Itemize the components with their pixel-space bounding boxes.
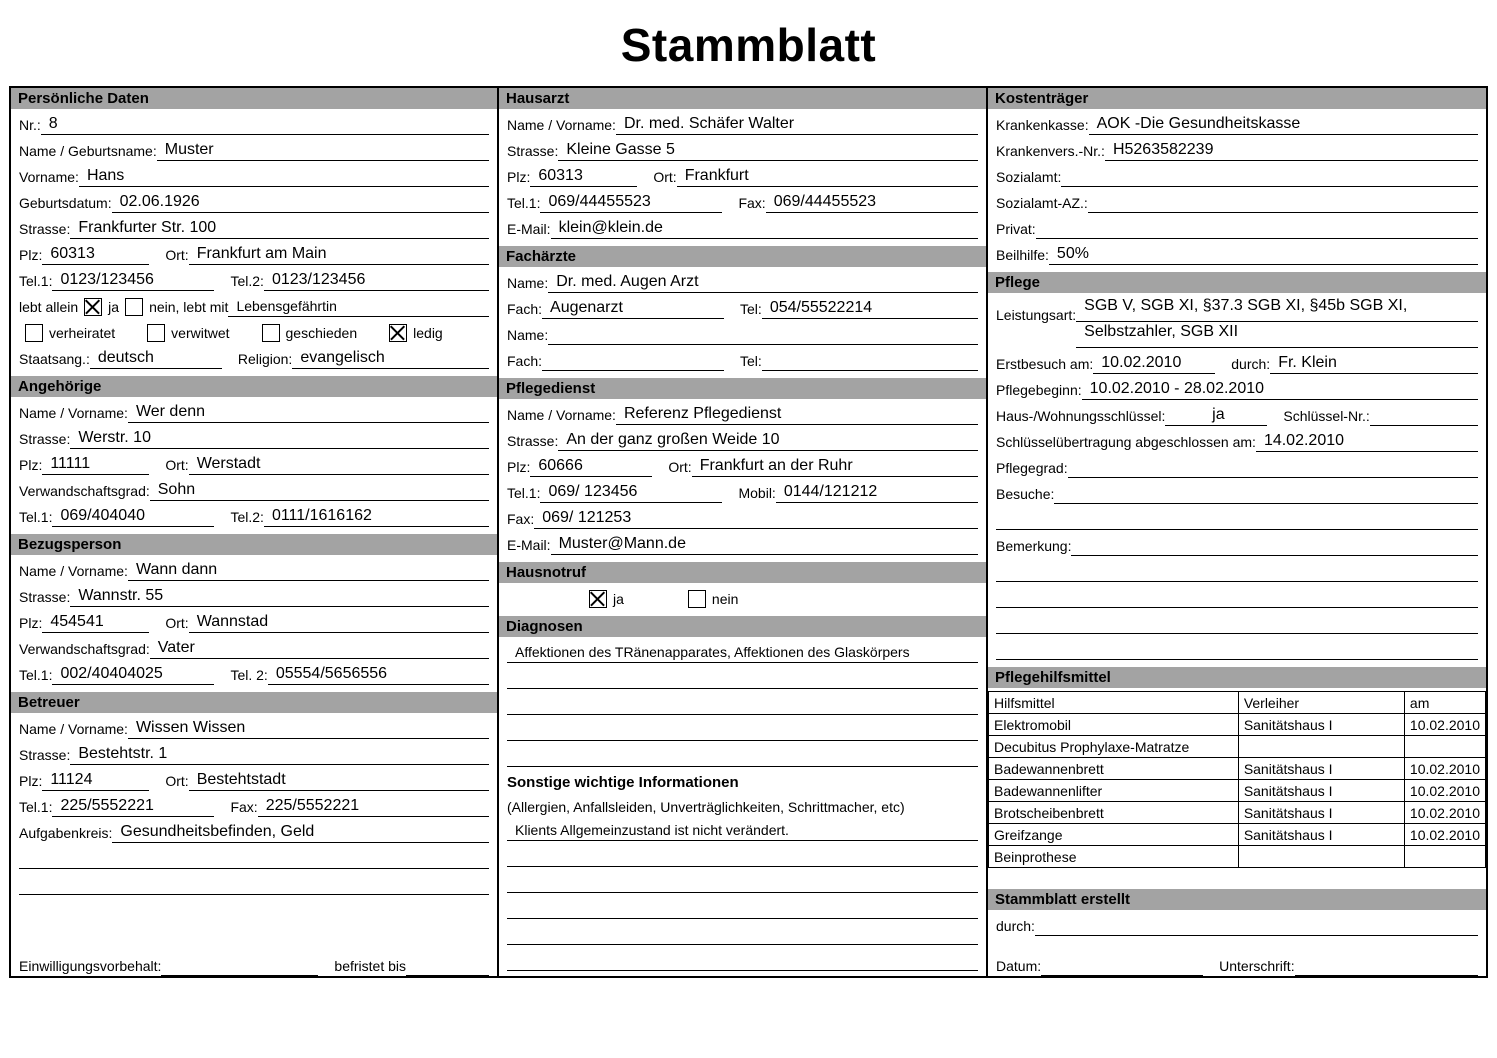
cell-verleiher: Sanitätshaus I xyxy=(1238,780,1404,802)
field-tel-mobil-pflegedienst xyxy=(499,477,986,503)
table-row xyxy=(989,824,1486,846)
field-email-hausarzt xyxy=(499,213,986,239)
field-value: 60666 xyxy=(530,456,652,477)
field-value: klein@klein.de xyxy=(551,218,978,239)
cell-hilfsmittel: Greifzange xyxy=(989,824,1239,846)
field-label: Ort: xyxy=(165,773,189,789)
field-label: Privat: xyxy=(996,221,1036,237)
hausnotruf-ja-checkbox xyxy=(589,590,607,608)
field-value: 10.02.2010 - 28.02.2010 xyxy=(1082,379,1478,400)
field-nr xyxy=(11,109,497,135)
pflegehilfsmittel-table xyxy=(988,691,1486,868)
cell-hilfsmittel: Beinprothese xyxy=(989,846,1239,868)
hausnotruf-nein-checkbox xyxy=(688,590,706,608)
field-label: befristet bis xyxy=(334,958,407,974)
sonstige-informationen-title: Sonstige wichtige Informationen xyxy=(507,774,739,791)
blank-line xyxy=(499,663,986,689)
cell-hilfsmittel: Elektromobil xyxy=(989,714,1239,736)
table-header-row xyxy=(989,692,1486,714)
field-familienstand xyxy=(11,317,497,343)
field-label: Tel.1: xyxy=(19,509,53,525)
page-title: Stammblatt xyxy=(620,19,877,71)
field-value xyxy=(161,975,318,976)
column-header-verleiher: Verleiher xyxy=(1238,692,1404,714)
field-label: Verwandschaftsgrad: xyxy=(19,483,150,499)
field-verwandschaftsgrad-bezugsperson xyxy=(11,633,497,659)
field-label: Pflegegrad: xyxy=(996,460,1068,476)
field-value: 069/44455523 xyxy=(540,192,722,213)
table-row xyxy=(989,846,1486,868)
cell-verleiher: Sanitätshaus I xyxy=(1238,824,1404,846)
blank-line xyxy=(499,689,986,715)
blank-line xyxy=(11,843,497,869)
blank-underline xyxy=(19,894,489,895)
blank-line xyxy=(988,634,1486,660)
section-header-bezugsperson: Bezugsperson xyxy=(11,534,497,555)
field-value: Dr. med. Augen Arzt xyxy=(548,272,978,293)
field-value: 0144/121212 xyxy=(776,482,978,503)
field-value: 069/ 121253 xyxy=(534,508,978,529)
field-label: Tel.1: xyxy=(507,195,541,211)
blank-line xyxy=(988,556,1486,582)
field-value: 11111 xyxy=(42,454,149,475)
field-strasse-hausarzt xyxy=(499,135,986,161)
field-privat xyxy=(988,213,1486,239)
column-header-hilfsmittel: Hilfsmittel xyxy=(989,692,1239,714)
table-row xyxy=(989,714,1486,736)
field-value: Vater xyxy=(150,638,489,659)
field-label: geschieden xyxy=(285,325,358,341)
field-label: Plz: xyxy=(507,169,531,185)
field-value: AOK -Die Gesundheitskasse xyxy=(1089,114,1478,135)
field-label: Ort: xyxy=(653,169,677,185)
field-value: An der ganz großen Weide 10 xyxy=(558,430,978,451)
field-lebt-allein xyxy=(11,291,497,317)
cell-am: 10.02.2010 xyxy=(1404,780,1485,802)
field-value: Wannstad xyxy=(189,612,489,633)
field-label: Beilhilfe: xyxy=(996,247,1049,263)
field-strasse-angehoerige xyxy=(11,423,497,449)
field-fax-pflegedienst xyxy=(499,503,986,529)
field-value: 069/44455523 xyxy=(766,192,978,213)
field-label: Ort: xyxy=(165,247,189,263)
field-value: 225/5552221 xyxy=(258,796,489,817)
field-name-pflegedienst xyxy=(499,399,986,425)
cell-hilfsmittel: Brotscheibenbrett xyxy=(989,802,1239,824)
field-value: Hans xyxy=(79,166,489,187)
lebt-allein-nein-checkbox xyxy=(125,298,143,316)
field-value: 50% xyxy=(1049,244,1478,265)
leistungsart-line-1: SGB V, SGB XI, §37.3 SGB XI, §45b SGB XI, xyxy=(1076,296,1478,322)
field-value xyxy=(762,370,978,371)
section-header-hausarzt: Hausarzt xyxy=(499,88,986,109)
field-pflegebeginn xyxy=(988,374,1486,400)
field-label: Name / Vorname: xyxy=(507,117,616,133)
field-label: Tel: xyxy=(740,301,762,317)
field-value xyxy=(1035,935,1478,936)
field-label: Strasse: xyxy=(507,433,559,449)
field-label: Ort: xyxy=(165,457,189,473)
field-plz-ort-pflegedienst xyxy=(499,451,986,477)
section-header-pflegehilfsmittel: Pflegehilfsmittel xyxy=(988,667,1486,688)
field-label: nein, lebt mit xyxy=(149,299,229,315)
section-header-fachaerzte: Fachärzte xyxy=(499,246,986,267)
field-label: lebt allein xyxy=(19,299,79,315)
field-label: verheiratet xyxy=(49,325,116,341)
section-header-pflegedienst: Pflegedienst xyxy=(499,378,986,399)
blank-line xyxy=(988,504,1486,530)
field-value xyxy=(1041,975,1203,976)
field-plz-ort-betreuer xyxy=(11,765,497,791)
field-name-betreuer xyxy=(11,713,497,739)
cell-verleiher xyxy=(1238,846,1404,868)
field-krankenkasse xyxy=(988,109,1486,135)
column-header-am: am xyxy=(1404,692,1485,714)
field-value: Klients Allgemeinzustand ist nicht verändert. xyxy=(507,820,978,841)
field-label: Fax: xyxy=(738,195,766,211)
diagnosen-line-1 xyxy=(499,637,986,663)
field-value: Kleine Gasse 5 xyxy=(558,140,978,161)
field-label: Verwandschaftsgrad: xyxy=(19,641,150,657)
field-value: Dr. med. Schäfer Walter xyxy=(616,114,978,135)
field-value: Wissen Wissen xyxy=(128,718,489,739)
field-value: 05554/5656556 xyxy=(268,664,489,685)
stammblatt-form xyxy=(9,86,1488,978)
field-plz-ort-angehoerige xyxy=(11,449,497,475)
field-value: 60313 xyxy=(42,244,149,265)
field-strasse-betreuer xyxy=(11,739,497,765)
verwitwet-checkbox xyxy=(147,324,165,342)
field-label: Tel.2: xyxy=(230,509,264,525)
field-value: 069/ 123456 xyxy=(540,482,722,503)
field-name-angehoerige xyxy=(11,397,497,423)
field-label: Aufgabenkreis: xyxy=(19,825,113,841)
field-value: Frankfurt am Main xyxy=(189,244,489,265)
cell-am xyxy=(1404,846,1485,868)
column-left xyxy=(11,88,499,976)
field-tel-angehoerige xyxy=(11,501,497,527)
field-label: Haus-/Wohnungsschlüssel: xyxy=(996,408,1166,424)
field-verwandschaftsgrad-angehoerige xyxy=(11,475,497,501)
field-label: Vorname: xyxy=(19,169,79,185)
blank-line xyxy=(499,893,986,919)
field-label: ja xyxy=(613,591,624,607)
cell-verleiher: Sanitätshaus I xyxy=(1238,714,1404,736)
field-label: Name / Vorname: xyxy=(19,563,128,579)
field-value: 10.02.2010 xyxy=(1093,353,1215,374)
field-einwilligungsvorbehalt xyxy=(11,950,497,976)
cell-verleiher: Sanitätshaus I xyxy=(1238,758,1404,780)
field-label: Fach: xyxy=(507,353,543,369)
field-plz-ort-hausarzt xyxy=(499,161,986,187)
cell-hilfsmittel: Badewannenbrett xyxy=(989,758,1239,780)
field-wohnungsschluessel xyxy=(988,400,1486,426)
field-schluesseluebertragung xyxy=(988,426,1486,452)
verheiratet-checkbox xyxy=(25,324,43,342)
field-geburtsdatum xyxy=(11,187,497,213)
field-email-pflegedienst xyxy=(499,529,986,555)
blank-line xyxy=(11,869,497,895)
blank-underline xyxy=(996,659,1478,660)
field-value: Bestehtstr. 1 xyxy=(70,744,489,765)
section-header-pflege: Pflege xyxy=(988,272,1486,293)
field-label: Strasse: xyxy=(19,431,71,447)
field-plz-ort-personal xyxy=(11,239,497,265)
field-label: Schlüsselübertragung abgeschlossen am: xyxy=(996,434,1256,450)
field-value: Bestehtstadt xyxy=(189,770,489,791)
field-label: Sozialamt-AZ.: xyxy=(996,195,1088,211)
field-label: Sozialamt: xyxy=(996,169,1062,185)
hausnotruf-options xyxy=(499,583,986,609)
field-label: Nr.: xyxy=(19,117,41,133)
field-label: Name: xyxy=(507,327,549,343)
field-value: 0111/1616162 xyxy=(264,506,489,527)
leistungsart-line-2: Selbstzahler, SGB XII xyxy=(1076,322,1478,348)
field-label: Strasse: xyxy=(19,747,71,763)
field-label: Tel.2: xyxy=(230,273,264,289)
field-value: Werstadt xyxy=(189,454,489,475)
field-facharzt-fach-tel-1 xyxy=(499,293,986,319)
field-label: Tel.1: xyxy=(19,273,53,289)
field-erstellt-durch xyxy=(988,910,1486,936)
field-value xyxy=(542,370,724,371)
blank-underline xyxy=(507,970,978,971)
ledig-checkbox xyxy=(389,324,407,342)
field-label: E-Mail: xyxy=(507,537,551,553)
sonstige-line-1 xyxy=(499,815,986,841)
field-label: Tel.1: xyxy=(19,667,53,683)
field-aufgabenkreis xyxy=(11,817,497,843)
section-header-kostentraeger: Kostenträger xyxy=(988,88,1486,109)
field-value: 8 xyxy=(41,114,489,135)
cell-hilfsmittel: Decubitus Prophylaxe-Matratze xyxy=(989,736,1239,758)
field-tel-personal xyxy=(11,265,497,291)
field-value: 60313 xyxy=(530,166,637,187)
field-value: 14.02.2010 xyxy=(1256,431,1478,452)
blank-line xyxy=(499,715,986,741)
field-label: Name / Vorname: xyxy=(19,721,128,737)
field-label: Ort: xyxy=(668,459,692,475)
field-pflegegrad xyxy=(988,452,1486,478)
field-value: Wann dann xyxy=(128,560,489,581)
field-label: Fach: xyxy=(507,301,543,317)
field-value: 225/5552221 xyxy=(52,796,214,817)
field-name-hausarzt xyxy=(499,109,986,135)
field-label: Strasse: xyxy=(19,221,71,237)
field-value: Affektionen des TRänenapparates, Affektionen des Glaskörpers xyxy=(507,642,978,663)
field-label: nein xyxy=(711,591,739,607)
field-value xyxy=(1076,296,1478,348)
field-label: Leistungsart: xyxy=(996,307,1077,323)
field-besuche xyxy=(988,478,1486,504)
field-label: Tel. 2: xyxy=(230,667,268,683)
field-label: Bemerkung: xyxy=(996,538,1072,554)
field-value: 11124 xyxy=(42,770,149,791)
blank-line xyxy=(499,841,986,867)
cell-am: 10.02.2010 xyxy=(1404,714,1485,736)
field-label: Tel.1: xyxy=(507,485,541,501)
field-label: E-Mail: xyxy=(507,221,551,237)
field-label: Besuche: xyxy=(996,486,1055,502)
field-strasse-personal xyxy=(11,213,497,239)
field-label: Name / Vorname: xyxy=(19,405,128,421)
field-label: Plz: xyxy=(19,247,43,263)
field-label: Unterschrift: xyxy=(1219,958,1295,974)
field-value: ja xyxy=(1165,405,1267,426)
field-label: Name: xyxy=(507,275,549,291)
field-value: Sohn xyxy=(150,480,489,501)
field-tel-fax-hausarzt xyxy=(499,187,986,213)
field-label: Mobil: xyxy=(738,485,776,501)
field-erstbesuch xyxy=(988,348,1486,374)
field-label: Einwilligungsvorbehalt: xyxy=(19,958,162,974)
field-label: Schlüssel-Nr.: xyxy=(1283,408,1370,424)
field-label: Strasse: xyxy=(19,589,71,605)
cell-am: 10.02.2010 xyxy=(1404,758,1485,780)
table-row xyxy=(989,780,1486,802)
field-sozialamt xyxy=(988,161,1486,187)
field-value: Fr. Klein xyxy=(1270,353,1478,374)
cell-am: 10.02.2010 xyxy=(1404,802,1485,824)
field-plz-ort-bezugsperson xyxy=(11,607,497,633)
field-sozialamt-az xyxy=(988,187,1486,213)
field-label: Plz: xyxy=(19,457,43,473)
field-krankenvers-nr xyxy=(988,135,1486,161)
field-label: Krankenvers.-Nr.: xyxy=(996,143,1105,159)
field-label: Tel: xyxy=(740,353,762,369)
cell-verleiher: Sanitätshaus I xyxy=(1238,802,1404,824)
field-label: Religion: xyxy=(237,351,293,367)
blank-line xyxy=(499,919,986,945)
field-datum-unterschrift xyxy=(988,950,1486,976)
field-value: Muster xyxy=(157,140,489,161)
section-header-hausnotruf: Hausnotruf xyxy=(499,562,986,583)
table-row xyxy=(989,758,1486,780)
field-label: Erstbesuch am: xyxy=(996,356,1094,372)
section-header-stammblatt-erstellt: Stammblatt erstellt xyxy=(988,889,1486,910)
field-tel-bezugsperson xyxy=(11,659,497,685)
blank-line xyxy=(988,582,1486,608)
field-value: deutsch xyxy=(90,348,222,369)
field-label: Tel.1: xyxy=(19,799,53,815)
field-value: 0123/123456 xyxy=(52,270,214,291)
field-staatsang-religion xyxy=(11,343,497,369)
field-value xyxy=(406,975,489,976)
field-value: 069/404040 xyxy=(52,506,214,527)
field-bemerkung xyxy=(988,530,1486,556)
field-label: Staatsang.: xyxy=(19,351,90,367)
field-leistungsart xyxy=(988,293,1486,348)
field-value: Augenarzt xyxy=(542,298,724,319)
field-label: Plz: xyxy=(19,615,43,631)
field-label: Name / Geburtsname: xyxy=(19,143,157,159)
field-value: Frankfurt xyxy=(677,166,978,187)
field-label: Plz: xyxy=(19,773,43,789)
field-label: durch: xyxy=(1231,356,1271,372)
field-tel-fax-betreuer xyxy=(11,791,497,817)
geschieden-checkbox xyxy=(262,324,280,342)
field-label: Geburtsdatum: xyxy=(19,195,112,211)
field-label: Strasse: xyxy=(507,143,559,159)
blank-line xyxy=(988,608,1486,634)
field-facharzt-name-1 xyxy=(499,267,986,293)
stammblatt-erstellt-section xyxy=(988,882,1486,976)
blank-line xyxy=(499,945,986,971)
field-beihilfe xyxy=(988,239,1486,265)
field-label: Pflegebeginn: xyxy=(996,382,1082,398)
blank-line xyxy=(499,867,986,893)
field-strasse-pflegedienst xyxy=(499,425,986,451)
section-header-betreuer: Betreuer xyxy=(11,692,497,713)
field-label: ledig xyxy=(413,325,443,341)
field-value: 054/55522214 xyxy=(762,298,978,319)
field-value: Gesundheitsbefinden, Geld xyxy=(112,822,489,843)
field-facharzt-fach-tel-2 xyxy=(499,345,986,371)
field-label: Datum: xyxy=(996,958,1042,974)
field-label: ja xyxy=(108,299,120,315)
table-row xyxy=(989,802,1486,824)
column-right xyxy=(988,88,1486,976)
field-value: Frankfurter Str. 100 xyxy=(70,218,489,239)
section-header-persoenliche-daten: Persönliche Daten xyxy=(11,88,497,109)
field-value: 002/40404025 xyxy=(52,664,214,685)
cell-am xyxy=(1404,736,1485,758)
field-value: 454541 xyxy=(42,612,149,633)
field-facharzt-name-2 xyxy=(499,319,986,345)
field-label: Ort: xyxy=(165,615,189,631)
column-middle xyxy=(499,88,988,976)
field-label: Fax: xyxy=(507,511,535,527)
field-value: evangelisch xyxy=(292,348,489,369)
field-value: Wannstr. 55 xyxy=(70,586,489,607)
field-strasse-bezugsperson xyxy=(11,581,497,607)
field-value: Lebensgefährtin xyxy=(228,296,489,317)
section-header-angehoerige: Angehörige xyxy=(11,376,497,397)
section-header-diagnosen: Diagnosen xyxy=(499,616,986,637)
field-label: Fax: xyxy=(230,799,258,815)
field-value xyxy=(1295,975,1478,976)
field-value: Muster@Mann.de xyxy=(551,534,978,555)
blank-line xyxy=(499,741,986,767)
field-vorname xyxy=(11,161,497,187)
field-label: Plz: xyxy=(507,459,531,475)
field-value: H5263582239 xyxy=(1105,140,1478,161)
field-name-bezugsperson xyxy=(11,555,497,581)
cell-verleiher xyxy=(1238,736,1404,758)
field-label: Name / Vorname: xyxy=(507,407,616,423)
cell-hilfsmittel: Badewannenlifter xyxy=(989,780,1239,802)
field-value: Werstr. 10 xyxy=(70,428,489,449)
lebt-allein-ja-checkbox xyxy=(84,298,102,316)
field-value: Frankfurt an der Ruhr xyxy=(692,456,978,477)
field-label: verwitwet xyxy=(171,325,230,341)
field-value: 0123/123456 xyxy=(264,270,489,291)
field-label: durch: xyxy=(996,918,1035,934)
sonstige-informationen-subtitle: (Allergien, Anfallsleiden, Unverträglichkeiten, Schrittmacher, etc) xyxy=(507,799,905,815)
field-value: Wer denn xyxy=(128,402,489,423)
cell-am: 10.02.2010 xyxy=(1404,824,1485,846)
table-row xyxy=(989,736,1486,758)
field-label: Krankenkasse: xyxy=(996,117,1089,133)
field-value: 02.06.1926 xyxy=(112,192,489,213)
field-value: Referenz Pflegedienst xyxy=(616,404,978,425)
field-name-geburtsname xyxy=(11,135,497,161)
